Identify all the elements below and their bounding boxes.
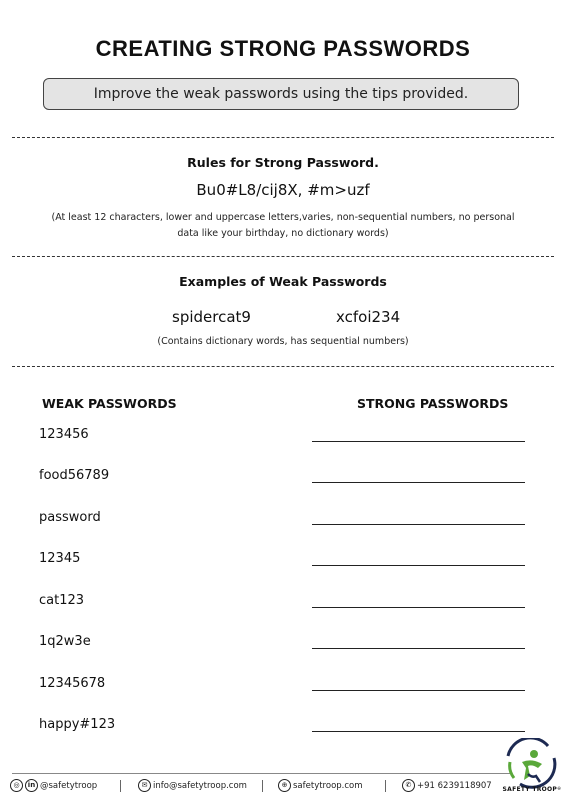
logo-wordmark: SAFETY TROOP® [502, 786, 562, 793]
strong-passwords-header: STRONG PASSWORDS [357, 396, 509, 411]
footer-social[interactable] [10, 778, 97, 794]
table-row [0, 427, 566, 447]
weak-password: 12345678 [39, 676, 106, 691]
section-divider [12, 137, 554, 138]
table-row [0, 634, 566, 654]
table-row [0, 676, 566, 696]
strong-password-blank[interactable] [312, 648, 525, 649]
instagram-icon: ◎ [10, 779, 23, 792]
table-row [0, 593, 566, 613]
footer-divider [12, 773, 512, 774]
weak-password: 1q2w3e [39, 634, 91, 649]
weak-password: password [39, 510, 101, 525]
instruction-banner: Improve the weak passwords using the tips provided. [43, 78, 519, 110]
table-row [0, 551, 566, 571]
footer-separator [120, 780, 121, 792]
footer-phone[interactable] [402, 778, 492, 794]
table-row [0, 717, 566, 737]
footer-email[interactable] [138, 778, 247, 794]
linkedin-icon: in [25, 779, 38, 792]
rules-heading: Rules for Strong Password. [187, 155, 379, 170]
strong-password-blank[interactable] [312, 482, 525, 483]
weak-example: spidercat9 [172, 308, 251, 326]
email-text: info@safetytroop.com [153, 781, 247, 791]
website-text: safetytroop.com [293, 781, 363, 791]
strong-password-example: Bu0#L8/cij8X, #m>uzf [196, 181, 370, 199]
weak-password: 12345 [39, 551, 81, 566]
weak-example: xcfoi234 [336, 308, 401, 326]
weak-password: food56789 [39, 468, 110, 483]
strong-password-blank[interactable] [312, 690, 525, 691]
footer-separator [262, 780, 263, 792]
weak-examples-note: (Contains dictionary words, has sequential numbers) [157, 336, 409, 347]
strong-password-blank[interactable] [312, 607, 525, 608]
weak-examples-heading: Examples of Weak Passwords [179, 274, 387, 289]
page-title: CREATING STRONG PASSWORDS [95, 36, 471, 61]
weak-password: cat123 [39, 593, 85, 608]
rules-note: (At least 12 characters, lower and uppercase letters,varies, non-sequential numbers, no personal data like your birthday, no dictionary words) [51, 212, 515, 239]
weak-passwords-header: WEAK PASSWORDS [42, 396, 177, 411]
section-divider [12, 256, 554, 257]
social-handle: @safetytroop [40, 781, 98, 791]
table-row [0, 510, 566, 530]
table-row [0, 468, 566, 488]
globe-icon: ⊕ [278, 779, 291, 792]
strong-password-blank[interactable] [312, 441, 525, 442]
weak-password: happy#123 [39, 717, 116, 732]
strong-password-blank[interactable] [312, 565, 525, 566]
section-divider [12, 366, 554, 367]
phone-icon: ✆ [402, 779, 415, 792]
mail-icon: ✉ [138, 779, 151, 792]
strong-password-blank[interactable] [312, 524, 525, 525]
phone-text: +91 6239118907 [417, 781, 492, 791]
strong-password-blank[interactable] [312, 731, 525, 732]
weak-password: 123456 [39, 427, 89, 442]
footer-website[interactable] [278, 778, 363, 794]
footer-separator [385, 780, 386, 792]
